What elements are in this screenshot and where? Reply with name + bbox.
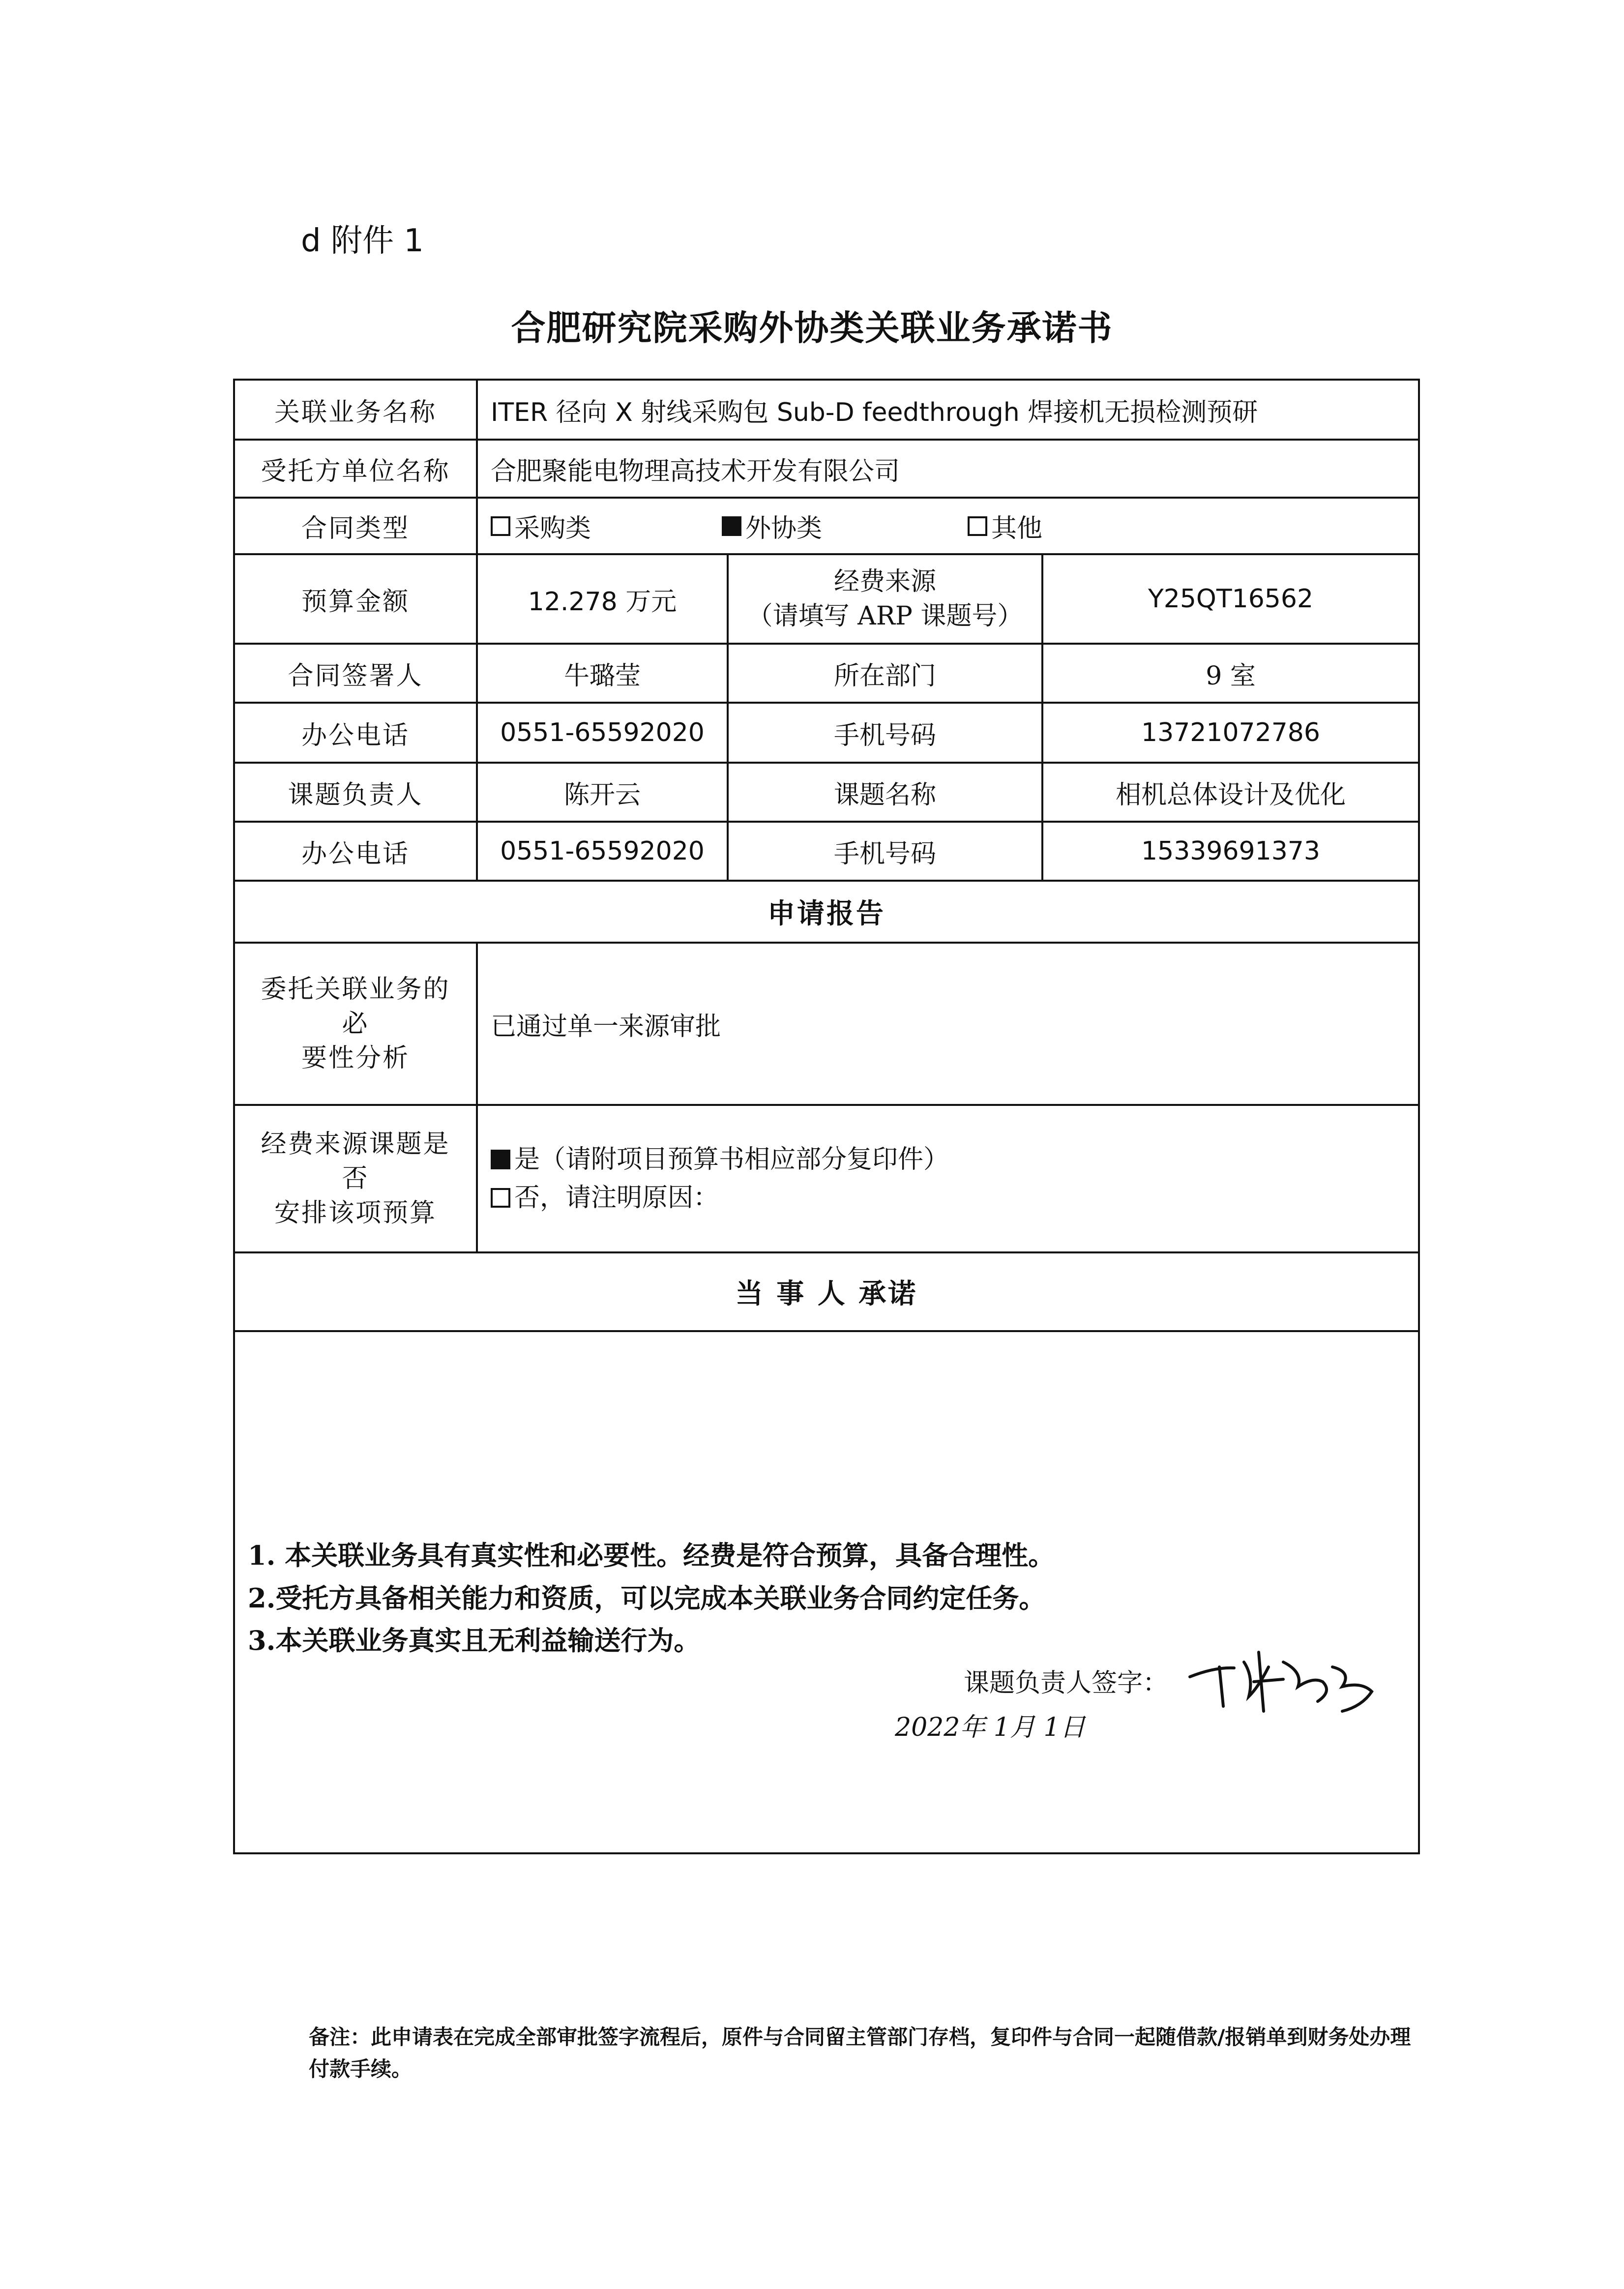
footnote: 备注：此申请表在完成全部审批签字流程后，原件与合同留主管部门存档，复印件与合同一起随借款/报销单到财务处办理付款手续。 <box>309 2025 1411 2081</box>
checkbox-unchecked-icon[interactable] <box>491 1188 510 1208</box>
mobile-value: 13721072786 <box>1042 703 1419 763</box>
contract-type-option-label: 采购类 <box>514 514 591 543</box>
business-name-value: ITER 径向 X 射线采购包 Sub-D feedthrough 焊接机无损检测预研 <box>477 380 1419 440</box>
handwritten-signature <box>1185 1633 1391 1726</box>
checkbox-checked-icon[interactable] <box>722 516 741 536</box>
contract-type-option-label: 其他 <box>991 514 1043 543</box>
office-phone-label: 办公电话 <box>234 703 477 763</box>
checkbox-checked-icon[interactable] <box>491 1150 510 1169</box>
budget-value: 12.278 万元 <box>477 554 728 644</box>
project-name-value: 相机总体设计及优化 <box>1042 763 1419 822</box>
business-name-label: 关联业务名称 <box>234 380 477 440</box>
budget-arranged-no-label: 否，请注明原因： <box>514 1183 719 1213</box>
office-phone-value: 0551-65592020 <box>477 822 728 881</box>
budget-arranged-label <box>234 1105 477 1252</box>
fund-source-label-line1: 经费来源 <box>833 566 936 596</box>
necessity-analysis-value: 已通过单一来源审批 <box>477 943 1419 1105</box>
mobile-label: 手机号码 <box>728 822 1042 881</box>
budget-arranged-label-line2: 安排该项预算 <box>274 1198 437 1228</box>
contract-type-option-procurement[interactable] <box>491 507 722 544</box>
project-lead-value: 陈开云 <box>477 763 728 822</box>
fund-source-value: Y25QT16562 <box>1042 554 1419 644</box>
budget-arranged-yes-option[interactable] <box>491 1140 1405 1179</box>
pledge-content <box>234 1331 1419 1853</box>
contract-type-option-label: 外协类 <box>745 514 823 543</box>
budget-arranged-options <box>477 1105 1419 1252</box>
contract-type-options <box>477 498 1419 554</box>
office-phone-label: 办公电话 <box>234 822 477 881</box>
necessity-label-line2: 要性分析 <box>301 1043 410 1073</box>
department-value: 9 室 <box>1042 644 1419 703</box>
department-label: 所在部门 <box>728 644 1042 703</box>
pledge-heading: 当 事 人 承诺 <box>234 1252 1419 1331</box>
document-title: 合肥研究院采购外协类关联业务承诺书 <box>511 308 1113 348</box>
budget-label: 预算金额 <box>234 554 477 644</box>
signature-label: 课题负责人签字： <box>964 1668 1169 1698</box>
project-lead-label: 课题负责人 <box>234 763 477 822</box>
entrusted-party-value: 合肥聚能电物理高技术开发有限公司 <box>477 440 1419 498</box>
checkbox-unchecked-icon[interactable] <box>491 516 510 536</box>
signer-label: 合同签署人 <box>234 644 477 703</box>
contract-type-option-other[interactable] <box>968 507 1042 544</box>
contract-type-label: 合同类型 <box>234 498 477 554</box>
necessity-analysis-label <box>234 943 477 1105</box>
budget-arranged-label-line1: 经费来源课题是否 <box>261 1129 450 1193</box>
budget-arranged-yes-label: 是（请附项目预算书相应部分复印件） <box>514 1145 949 1174</box>
pledge-item: 3.本关联业务真实且无利益输送行为。 <box>248 1625 701 1657</box>
necessity-label-line1: 委托关联业务的必 <box>261 974 450 1039</box>
signature-area <box>895 1642 1406 1751</box>
fund-source-label-line2: （请填写 ARP 课题号） <box>747 601 1023 631</box>
signature-date: 2022年 1月 1日 <box>895 1713 1086 1742</box>
attachment-label: d 附件 1 <box>301 223 424 259</box>
mobile-value: 15339691373 <box>1042 822 1419 881</box>
signer-value: 牛璐莹 <box>477 644 728 703</box>
pledge-item: 2.受托方具备相关能力和资质，可以完成本关联业务合同约定任务。 <box>248 1582 1046 1614</box>
office-phone-value: 0551-65592020 <box>477 703 728 763</box>
application-report-heading: 申请报告 <box>234 881 1419 943</box>
budget-arranged-no-option[interactable] <box>491 1179 1405 1217</box>
fund-source-label <box>728 554 1042 644</box>
mobile-label: 手机号码 <box>728 703 1042 763</box>
checkbox-unchecked-icon[interactable] <box>968 516 987 536</box>
project-name-label: 课题名称 <box>728 763 1042 822</box>
pledge-item: 1. 本关联业务具有真实性和必要性。经费是符合预算，具备合理性。 <box>248 1540 1055 1572</box>
contract-type-option-outsourcing[interactable] <box>722 507 968 544</box>
entrusted-party-label: 受托方单位名称 <box>234 440 477 498</box>
